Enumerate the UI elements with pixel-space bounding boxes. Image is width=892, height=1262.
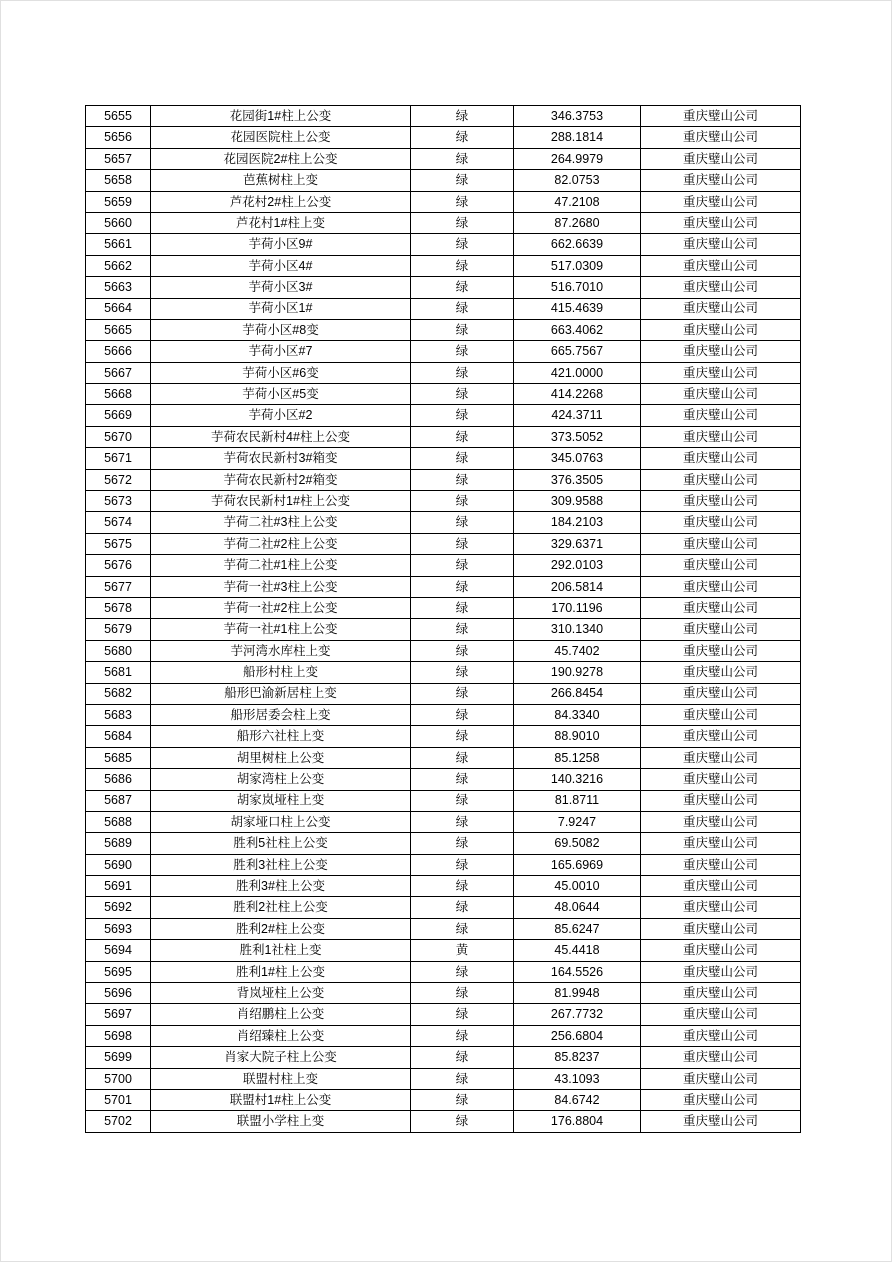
value-cell: 310.1340 <box>514 619 641 640</box>
transformer-table-container <box>85 105 801 1133</box>
row-id-cell: 5694 <box>86 940 151 961</box>
company-cell: 重庆璧山公司 <box>641 1047 801 1068</box>
name-cell: 船形六社柱上变 <box>151 726 411 747</box>
table-row <box>86 897 801 918</box>
table-row <box>86 448 801 469</box>
row-id-cell: 5693 <box>86 918 151 939</box>
table-row <box>86 106 801 127</box>
table-row <box>86 191 801 212</box>
status-cell: 绿 <box>411 576 514 597</box>
table-row <box>86 212 801 233</box>
value-cell: 140.3216 <box>514 769 641 790</box>
status-cell: 绿 <box>411 1111 514 1132</box>
status-cell: 绿 <box>411 512 514 533</box>
status-cell: 绿 <box>411 961 514 982</box>
table-row <box>86 341 801 362</box>
company-cell: 重庆璧山公司 <box>641 576 801 597</box>
status-cell: 绿 <box>411 854 514 875</box>
status-cell: 绿 <box>411 212 514 233</box>
value-cell: 82.0753 <box>514 170 641 191</box>
name-cell: 芋荷小区#7 <box>151 341 411 362</box>
name-cell: 芋荷农民新村4#柱上公变 <box>151 426 411 447</box>
row-id-cell: 5682 <box>86 683 151 704</box>
status-cell: 绿 <box>411 106 514 127</box>
name-cell: 胜利3#柱上公变 <box>151 876 411 897</box>
row-id-cell: 5670 <box>86 426 151 447</box>
row-id-cell: 5698 <box>86 1025 151 1046</box>
company-cell: 重庆璧山公司 <box>641 405 801 426</box>
row-id-cell: 5659 <box>86 191 151 212</box>
row-id-cell: 5663 <box>86 277 151 298</box>
status-cell: 绿 <box>411 277 514 298</box>
status-cell: 绿 <box>411 127 514 148</box>
company-cell: 重庆璧山公司 <box>641 384 801 405</box>
name-cell: 肖绍臻柱上公变 <box>151 1025 411 1046</box>
company-cell: 重庆璧山公司 <box>641 491 801 512</box>
value-cell: 85.6247 <box>514 918 641 939</box>
value-cell: 206.5814 <box>514 576 641 597</box>
table-body <box>86 106 801 1133</box>
status-cell: 绿 <box>411 341 514 362</box>
table-row <box>86 1025 801 1046</box>
table-row <box>86 597 801 618</box>
company-cell: 重庆璧山公司 <box>641 961 801 982</box>
row-id-cell: 5695 <box>86 961 151 982</box>
table-row <box>86 790 801 811</box>
name-cell: 芋荷一社#1柱上公变 <box>151 619 411 640</box>
value-cell: 415.4639 <box>514 298 641 319</box>
table-row <box>86 384 801 405</box>
row-id-cell: 5690 <box>86 854 151 875</box>
value-cell: 424.3711 <box>514 405 641 426</box>
row-id-cell: 5671 <box>86 448 151 469</box>
row-id-cell: 5696 <box>86 983 151 1004</box>
value-cell: 84.3340 <box>514 704 641 725</box>
value-cell: 84.6742 <box>514 1089 641 1110</box>
name-cell: 芦花村2#柱上公变 <box>151 191 411 212</box>
row-id-cell: 5657 <box>86 148 151 169</box>
row-id-cell: 5700 <box>86 1068 151 1089</box>
table-row <box>86 1004 801 1025</box>
status-cell: 绿 <box>411 298 514 319</box>
row-id-cell: 5681 <box>86 662 151 683</box>
row-id-cell: 5666 <box>86 341 151 362</box>
row-id-cell: 5668 <box>86 384 151 405</box>
status-cell: 绿 <box>411 833 514 854</box>
value-cell: 266.8454 <box>514 683 641 704</box>
company-cell: 重庆璧山公司 <box>641 747 801 768</box>
row-id-cell: 5691 <box>86 876 151 897</box>
row-id-cell: 5661 <box>86 234 151 255</box>
value-cell: 267.7732 <box>514 1004 641 1025</box>
table-row <box>86 469 801 490</box>
status-cell: 绿 <box>411 426 514 447</box>
company-cell: 重庆璧山公司 <box>641 619 801 640</box>
value-cell: 81.8711 <box>514 790 641 811</box>
company-cell: 重庆璧山公司 <box>641 191 801 212</box>
name-cell: 芭蕉树柱上变 <box>151 170 411 191</box>
company-cell: 重庆璧山公司 <box>641 555 801 576</box>
table-row <box>86 533 801 554</box>
status-cell: 绿 <box>411 469 514 490</box>
status-cell: 绿 <box>411 769 514 790</box>
table-row <box>86 961 801 982</box>
row-id-cell: 5686 <box>86 769 151 790</box>
name-cell: 船形巴渝新居柱上变 <box>151 683 411 704</box>
name-cell: 胜利2#柱上公变 <box>151 918 411 939</box>
table-row <box>86 1089 801 1110</box>
status-cell: 绿 <box>411 897 514 918</box>
company-cell: 重庆璧山公司 <box>641 983 801 1004</box>
company-cell: 重庆璧山公司 <box>641 127 801 148</box>
status-cell: 绿 <box>411 1089 514 1110</box>
company-cell: 重庆璧山公司 <box>641 940 801 961</box>
value-cell: 81.9948 <box>514 983 641 1004</box>
row-id-cell: 5673 <box>86 491 151 512</box>
status-cell: 绿 <box>411 170 514 191</box>
row-id-cell: 5665 <box>86 319 151 340</box>
value-cell: 665.7567 <box>514 341 641 362</box>
name-cell: 胜利1社柱上变 <box>151 940 411 961</box>
status-cell: 绿 <box>411 1004 514 1025</box>
status-cell: 绿 <box>411 448 514 469</box>
name-cell: 芋荷小区#2 <box>151 405 411 426</box>
company-cell: 重庆璧山公司 <box>641 597 801 618</box>
table-row <box>86 747 801 768</box>
status-cell: 绿 <box>411 319 514 340</box>
name-cell: 芋荷农民新村2#箱变 <box>151 469 411 490</box>
value-cell: 170.1196 <box>514 597 641 618</box>
status-cell: 绿 <box>411 1047 514 1068</box>
name-cell: 芋荷一社#2柱上公变 <box>151 597 411 618</box>
value-cell: 45.7402 <box>514 640 641 661</box>
table-row <box>86 918 801 939</box>
value-cell: 256.6804 <box>514 1025 641 1046</box>
value-cell: 85.1258 <box>514 747 641 768</box>
company-cell: 重庆璧山公司 <box>641 1089 801 1110</box>
status-cell: 绿 <box>411 747 514 768</box>
name-cell: 联盟村1#柱上公变 <box>151 1089 411 1110</box>
name-cell: 肖绍鹏柱上公变 <box>151 1004 411 1025</box>
table-row <box>86 940 801 961</box>
status-cell: 绿 <box>411 619 514 640</box>
row-id-cell: 5662 <box>86 255 151 276</box>
table-row <box>86 769 801 790</box>
value-cell: 329.6371 <box>514 533 641 554</box>
company-cell: 重庆璧山公司 <box>641 811 801 832</box>
name-cell: 芋荷二社#3柱上公变 <box>151 512 411 533</box>
value-cell: 88.9010 <box>514 726 641 747</box>
table-row <box>86 662 801 683</box>
name-cell: 芋荷农民新村3#箱变 <box>151 448 411 469</box>
value-cell: 373.5052 <box>514 426 641 447</box>
status-cell: 绿 <box>411 234 514 255</box>
value-cell: 288.1814 <box>514 127 641 148</box>
table-row <box>86 170 801 191</box>
table-row <box>86 833 801 854</box>
name-cell: 芋荷小区3# <box>151 277 411 298</box>
table-row <box>86 683 801 704</box>
name-cell: 胜利2社柱上公变 <box>151 897 411 918</box>
company-cell: 重庆璧山公司 <box>641 1025 801 1046</box>
value-cell: 165.6969 <box>514 854 641 875</box>
table-row <box>86 362 801 383</box>
company-cell: 重庆璧山公司 <box>641 469 801 490</box>
name-cell: 联盟村柱上变 <box>151 1068 411 1089</box>
company-cell: 重庆璧山公司 <box>641 512 801 533</box>
name-cell: 芋河湾水库柱上变 <box>151 640 411 661</box>
table-row <box>86 319 801 340</box>
status-cell: 绿 <box>411 1068 514 1089</box>
company-cell: 重庆璧山公司 <box>641 833 801 854</box>
table-row <box>86 640 801 661</box>
company-cell: 重庆璧山公司 <box>641 876 801 897</box>
value-cell: 176.8804 <box>514 1111 641 1132</box>
name-cell: 花园医院2#柱上公变 <box>151 148 411 169</box>
row-id-cell: 5656 <box>86 127 151 148</box>
name-cell: 芦花村1#柱上变 <box>151 212 411 233</box>
row-id-cell: 5677 <box>86 576 151 597</box>
value-cell: 45.4418 <box>514 940 641 961</box>
value-cell: 345.0763 <box>514 448 641 469</box>
status-cell: 绿 <box>411 255 514 276</box>
table-row <box>86 555 801 576</box>
value-cell: 292.0103 <box>514 555 641 576</box>
table-row <box>86 1068 801 1089</box>
status-cell: 绿 <box>411 148 514 169</box>
value-cell: 69.5082 <box>514 833 641 854</box>
table-row <box>86 426 801 447</box>
table-row <box>86 1047 801 1068</box>
company-cell: 重庆璧山公司 <box>641 234 801 255</box>
value-cell: 48.0644 <box>514 897 641 918</box>
value-cell: 47.2108 <box>514 191 641 212</box>
status-cell: 绿 <box>411 811 514 832</box>
name-cell: 芋荷一社#3柱上公变 <box>151 576 411 597</box>
table-row <box>86 811 801 832</box>
company-cell: 重庆璧山公司 <box>641 1068 801 1089</box>
row-id-cell: 5672 <box>86 469 151 490</box>
status-cell: 绿 <box>411 640 514 661</box>
table-row <box>86 148 801 169</box>
row-id-cell: 5658 <box>86 170 151 191</box>
value-cell: 264.9979 <box>514 148 641 169</box>
name-cell: 船形村柱上变 <box>151 662 411 683</box>
table-row <box>86 983 801 1004</box>
row-id-cell: 5667 <box>86 362 151 383</box>
company-cell: 重庆璧山公司 <box>641 683 801 704</box>
row-id-cell: 5687 <box>86 790 151 811</box>
table-row <box>86 255 801 276</box>
row-id-cell: 5678 <box>86 597 151 618</box>
company-cell: 重庆璧山公司 <box>641 1111 801 1132</box>
name-cell: 芋荷小区#6变 <box>151 362 411 383</box>
table-row <box>86 491 801 512</box>
name-cell: 船形居委会柱上变 <box>151 704 411 725</box>
name-cell: 胡家垭口柱上公变 <box>151 811 411 832</box>
table-row <box>86 576 801 597</box>
transformer-table <box>85 105 801 1133</box>
status-cell: 绿 <box>411 662 514 683</box>
table-row <box>86 298 801 319</box>
row-id-cell: 5664 <box>86 298 151 319</box>
table-row <box>86 1111 801 1132</box>
name-cell: 胜利5社柱上公变 <box>151 833 411 854</box>
company-cell: 重庆璧山公司 <box>641 704 801 725</box>
table-row <box>86 512 801 533</box>
row-id-cell: 5679 <box>86 619 151 640</box>
row-id-cell: 5669 <box>86 405 151 426</box>
name-cell: 胡里树柱上公变 <box>151 747 411 768</box>
value-cell: 184.2103 <box>514 512 641 533</box>
name-cell: 胜利1#柱上公变 <box>151 961 411 982</box>
company-cell: 重庆璧山公司 <box>641 1004 801 1025</box>
value-cell: 517.0309 <box>514 255 641 276</box>
company-cell: 重庆璧山公司 <box>641 854 801 875</box>
company-cell: 重庆璧山公司 <box>641 277 801 298</box>
status-cell: 绿 <box>411 555 514 576</box>
status-cell: 绿 <box>411 405 514 426</box>
name-cell: 联盟小学柱上变 <box>151 1111 411 1132</box>
status-cell: 黄 <box>411 940 514 961</box>
status-cell: 绿 <box>411 1025 514 1046</box>
row-id-cell: 5702 <box>86 1111 151 1132</box>
company-cell: 重庆璧山公司 <box>641 148 801 169</box>
value-cell: 421.0000 <box>514 362 641 383</box>
value-cell: 45.0010 <box>514 876 641 897</box>
name-cell: 花园街1#柱上公变 <box>151 106 411 127</box>
company-cell: 重庆璧山公司 <box>641 341 801 362</box>
row-id-cell: 5683 <box>86 704 151 725</box>
company-cell: 重庆璧山公司 <box>641 212 801 233</box>
table-row <box>86 876 801 897</box>
table-row <box>86 619 801 640</box>
company-cell: 重庆璧山公司 <box>641 533 801 554</box>
value-cell: 85.8237 <box>514 1047 641 1068</box>
status-cell: 绿 <box>411 683 514 704</box>
status-cell: 绿 <box>411 726 514 747</box>
name-cell: 芋荷小区#5变 <box>151 384 411 405</box>
name-cell: 背岚垭柱上公变 <box>151 983 411 1004</box>
status-cell: 绿 <box>411 704 514 725</box>
company-cell: 重庆璧山公司 <box>641 362 801 383</box>
name-cell: 胡家岚垭柱上变 <box>151 790 411 811</box>
row-id-cell: 5676 <box>86 555 151 576</box>
row-id-cell: 5685 <box>86 747 151 768</box>
table-row <box>86 726 801 747</box>
row-id-cell: 5689 <box>86 833 151 854</box>
company-cell: 重庆璧山公司 <box>641 662 801 683</box>
row-id-cell: 5697 <box>86 1004 151 1025</box>
company-cell: 重庆璧山公司 <box>641 897 801 918</box>
name-cell: 肖家大院子柱上公变 <box>151 1047 411 1068</box>
row-id-cell: 5684 <box>86 726 151 747</box>
table-row <box>86 854 801 875</box>
status-cell: 绿 <box>411 191 514 212</box>
status-cell: 绿 <box>411 533 514 554</box>
company-cell: 重庆璧山公司 <box>641 298 801 319</box>
company-cell: 重庆璧山公司 <box>641 790 801 811</box>
row-id-cell: 5674 <box>86 512 151 533</box>
name-cell: 芋荷小区9# <box>151 234 411 255</box>
row-id-cell: 5701 <box>86 1089 151 1110</box>
value-cell: 7.9247 <box>514 811 641 832</box>
table-row <box>86 405 801 426</box>
company-cell: 重庆璧山公司 <box>641 255 801 276</box>
table-row <box>86 277 801 298</box>
table-row <box>86 704 801 725</box>
name-cell: 芋荷小区1# <box>151 298 411 319</box>
row-id-cell: 5655 <box>86 106 151 127</box>
status-cell: 绿 <box>411 790 514 811</box>
status-cell: 绿 <box>411 491 514 512</box>
table-row <box>86 127 801 148</box>
name-cell: 芋荷农民新村1#柱上公变 <box>151 491 411 512</box>
status-cell: 绿 <box>411 597 514 618</box>
name-cell: 芋荷小区#8变 <box>151 319 411 340</box>
value-cell: 516.7010 <box>514 277 641 298</box>
value-cell: 663.4062 <box>514 319 641 340</box>
value-cell: 414.2268 <box>514 384 641 405</box>
value-cell: 376.3505 <box>514 469 641 490</box>
name-cell: 胜利3社柱上公变 <box>151 854 411 875</box>
name-cell: 芋荷二社#1柱上公变 <box>151 555 411 576</box>
table-row <box>86 234 801 255</box>
value-cell: 43.1093 <box>514 1068 641 1089</box>
row-id-cell: 5680 <box>86 640 151 661</box>
value-cell: 346.3753 <box>514 106 641 127</box>
status-cell: 绿 <box>411 876 514 897</box>
status-cell: 绿 <box>411 384 514 405</box>
name-cell: 花园医院柱上公变 <box>151 127 411 148</box>
status-cell: 绿 <box>411 918 514 939</box>
value-cell: 87.2680 <box>514 212 641 233</box>
row-id-cell: 5660 <box>86 212 151 233</box>
value-cell: 309.9588 <box>514 491 641 512</box>
company-cell: 重庆璧山公司 <box>641 426 801 447</box>
name-cell: 胡家湾柱上公变 <box>151 769 411 790</box>
row-id-cell: 5699 <box>86 1047 151 1068</box>
name-cell: 芋荷二社#2柱上公变 <box>151 533 411 554</box>
row-id-cell: 5688 <box>86 811 151 832</box>
status-cell: 绿 <box>411 362 514 383</box>
company-cell: 重庆璧山公司 <box>641 769 801 790</box>
company-cell: 重庆璧山公司 <box>641 448 801 469</box>
value-cell: 662.6639 <box>514 234 641 255</box>
status-cell: 绿 <box>411 983 514 1004</box>
row-id-cell: 5675 <box>86 533 151 554</box>
company-cell: 重庆璧山公司 <box>641 170 801 191</box>
company-cell: 重庆璧山公司 <box>641 106 801 127</box>
company-cell: 重庆璧山公司 <box>641 726 801 747</box>
row-id-cell: 5692 <box>86 897 151 918</box>
company-cell: 重庆璧山公司 <box>641 319 801 340</box>
company-cell: 重庆璧山公司 <box>641 918 801 939</box>
value-cell: 164.5526 <box>514 961 641 982</box>
value-cell: 190.9278 <box>514 662 641 683</box>
company-cell: 重庆璧山公司 <box>641 640 801 661</box>
name-cell: 芋荷小区4# <box>151 255 411 276</box>
